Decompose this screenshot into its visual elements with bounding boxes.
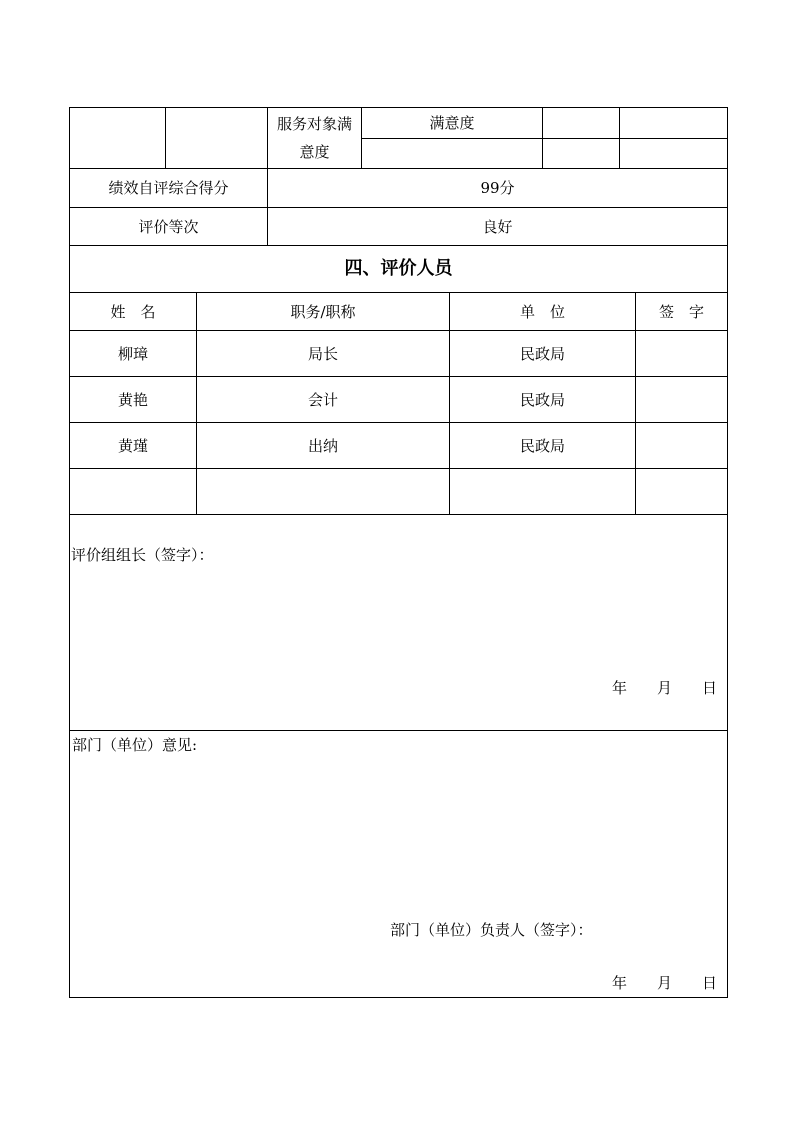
evaluator-unit-cell: [449, 468, 636, 515]
leader-signature-label: 评价组组长（签字）：: [71, 546, 214, 564]
evaluator-title: 局长: [307, 344, 338, 363]
empty-cell: [619, 107, 728, 139]
score-label-cell: [69, 168, 268, 208]
score-value: 99分: [480, 179, 515, 197]
grade-value-cell: [267, 207, 728, 246]
empty-cell: [619, 138, 728, 169]
evaluator-unit-cell: [449, 422, 636, 469]
section-title-cell: [69, 245, 728, 293]
evaluator-name: 柳璋: [117, 344, 148, 363]
header-name: [69, 292, 197, 331]
leader-signature-date: 年 月 日: [611, 679, 717, 697]
evaluator-name-cell: [69, 468, 197, 515]
evaluator-name: 黄艳: [117, 390, 148, 409]
evaluator-signature-cell: [635, 422, 728, 469]
evaluator-unit: 民政局: [519, 390, 565, 409]
empty-cell: [69, 107, 166, 169]
evaluator-title-cell: [196, 422, 450, 469]
department-opinion-section: [69, 730, 728, 998]
header-signature-label: 签 字: [658, 302, 704, 321]
satisfaction-sub-label-cell: [361, 107, 543, 139]
evaluator-signature-cell: [635, 376, 728, 423]
department-signature-date: 年 月 日: [611, 974, 717, 992]
evaluator-name-cell: [69, 376, 197, 423]
evaluator-name-cell: [69, 422, 197, 469]
header-title: [196, 292, 450, 331]
score-label: 绩效自评综合得分: [108, 179, 229, 197]
empty-cell: [361, 138, 543, 169]
grade-value: 良好: [482, 217, 513, 236]
grade-label: 评价等次: [138, 217, 199, 236]
evaluator-unit: 民政局: [519, 344, 565, 363]
evaluator-title-cell: [196, 330, 450, 377]
evaluator-name-cell: [69, 330, 197, 377]
header-unit-label: 单 位: [519, 302, 565, 321]
evaluator-title: 出纳: [307, 436, 338, 455]
evaluator-title-cell: [196, 376, 450, 423]
evaluator-signature-cell: [635, 330, 728, 377]
empty-cell: [165, 107, 268, 169]
leader-signature-section: [69, 514, 728, 731]
evaluator-unit: 民政局: [519, 436, 565, 455]
evaluator-signature-cell: [635, 468, 728, 515]
evaluator-name: 黄瑾: [117, 436, 148, 455]
department-opinion-label: 部门（单位）意见:: [72, 736, 198, 754]
grade-label-cell: [69, 207, 268, 246]
empty-cell: [542, 107, 620, 139]
header-name-label: 姓 名: [110, 302, 156, 321]
evaluator-unit-cell: [449, 330, 636, 377]
satisfaction-label-cell: [267, 107, 362, 169]
satisfaction-label: 服务对象满意度: [276, 115, 352, 161]
evaluator-title-cell: [196, 468, 450, 515]
empty-cell: [542, 138, 620, 169]
department-head-signature-label: 部门（单位）负责人（签字）：: [390, 921, 593, 939]
header-signature: [635, 292, 728, 331]
evaluator-unit-cell: [449, 376, 636, 423]
satisfaction-sub-label: 满意度: [429, 114, 475, 132]
section-title: 四、评价人员: [344, 258, 453, 279]
header-title-label: 职务/职称: [290, 302, 356, 321]
header-unit: [449, 292, 636, 331]
evaluator-title: 会计: [307, 390, 338, 409]
score-value-cell: [267, 168, 728, 208]
